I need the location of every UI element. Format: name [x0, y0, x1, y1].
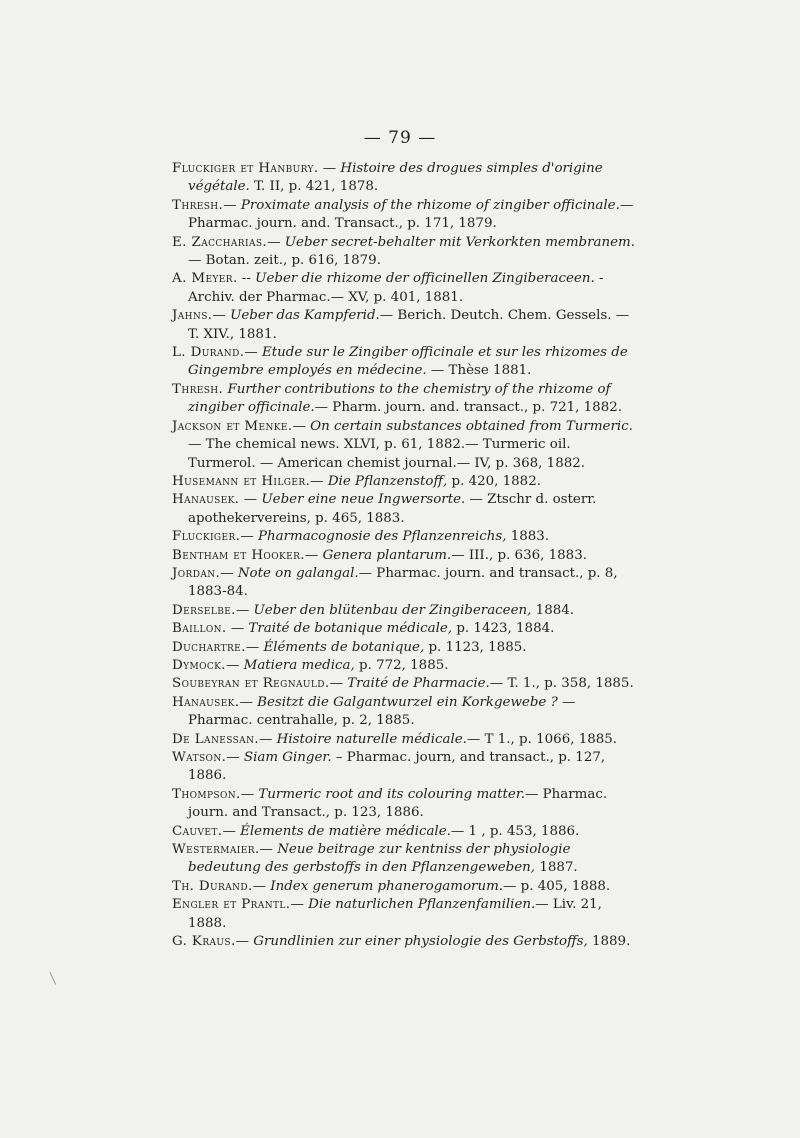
- entry-separator: —: [226, 621, 249, 637]
- entry-details: — T 1., p. 1066, 1885.: [466, 731, 618, 747]
- entry-title: Ueber das Kampferid.: [230, 308, 380, 324]
- entry-details: 1884.: [531, 602, 575, 618]
- entry-title: Die naturlichen Pflanzenfamilien.: [308, 897, 536, 913]
- entry-details: — Berich. Deutch. Chem. Gessels. — T. XIV., 1881.: [188, 308, 630, 342]
- entry-separator: —: [222, 823, 241, 839]
- entry-details: — The chemical news. XLVI, p. 61, 1882.— Turmeric oil. Turmerol. — American chemist journal.— IV, p. 368, 1882.: [188, 437, 586, 471]
- entry-details: — Ztschr d. osterr. apothekervereins, p. 465, 1883.: [188, 492, 597, 526]
- entry-details: T. II, p. 421, 1878.: [249, 179, 379, 195]
- entry-details: — Pharmac. centrahalle, p. 2, 1885.: [188, 694, 576, 729]
- entry-author: G. Kraus.: [172, 934, 236, 950]
- entry-author: L. Durand.: [172, 345, 245, 361]
- bibliography-entry: [172, 491, 642, 528]
- entry-separator: —: [244, 345, 263, 361]
- entry-title: Matiera medica,: [243, 657, 355, 673]
- bibliography-list: [172, 160, 642, 951]
- entry-title: Histoire des drogues simples d'origine végétale.: [188, 161, 603, 195]
- entry-details: — Pharmac. journ. and. Transact., p. 171, 1879.: [188, 197, 634, 232]
- entry-title: Ueber eine neue Ingwersorte.: [261, 492, 466, 508]
- entry-separator: —: [239, 694, 258, 710]
- bibliography-entry: [172, 528, 642, 546]
- entry-author: Westermaier.: [172, 842, 260, 858]
- entry-author: Thresh.: [172, 381, 224, 397]
- entry-separator: —: [259, 731, 277, 747]
- bibliography-entry: [172, 565, 642, 602]
- bibliography-entry: [172, 620, 642, 638]
- entry-author: E. Zaccharias.: [172, 234, 268, 250]
- entry-author: Jahns.: [172, 308, 213, 324]
- entry-title: Proximate analysis of the rhizome of zingiber officinale.: [240, 197, 620, 213]
- bibliography-entry: [172, 197, 642, 234]
- entry-author: Hanausek.: [172, 492, 240, 508]
- bibliography-entry: [172, 270, 642, 307]
- entry-details: p. 420, 1882.: [447, 473, 541, 489]
- entry-title: Pharmacognosie des Pflanzenreichs,: [257, 529, 507, 545]
- bibliography-entry: [172, 933, 642, 951]
- entry-details: — Pharmac. journ. and transact., p. 8, 1883-84.: [188, 565, 618, 600]
- entry-separator: —: [252, 878, 271, 894]
- bibliography-entry: [172, 657, 642, 675]
- entry-author: Jordan.: [172, 565, 221, 581]
- entry-author: Fluckiger.: [172, 529, 241, 545]
- bibliography-entry: [172, 234, 642, 271]
- entry-title: Traité de Pharmacie.: [347, 676, 490, 692]
- entry-separator: —: [235, 602, 254, 618]
- bibliography-entry: [172, 602, 642, 620]
- page-number: — 79 —: [363, 128, 437, 148]
- bibliography-entry: [172, 823, 642, 841]
- entry-separator: —: [212, 308, 231, 324]
- entry-separator: —: [245, 639, 264, 655]
- bibliography-entry: [172, 786, 642, 823]
- bibliography-entry: [172, 547, 642, 565]
- entry-title: Histoire naturelle médicale.: [276, 731, 467, 747]
- bibliography-entry: [172, 841, 642, 878]
- bibliography-entry: [172, 307, 642, 344]
- entry-separator: —: [290, 897, 309, 913]
- entry-details: — Liv. 21, 1888.: [188, 897, 602, 931]
- entry-title: Genera plantarum.: [322, 547, 452, 563]
- entry-title: Note on galangal.: [237, 565, 359, 581]
- entry-author: Hanausek.: [172, 694, 240, 710]
- entry-title: On certain substances obtained from Turmeric.: [310, 418, 633, 434]
- entry-title: Index generum phanerogamorum.: [270, 878, 504, 894]
- bibliography-entry: [172, 473, 642, 491]
- stray-mark: [49, 969, 61, 985]
- entry-title: Grundlinien zur einer physiologie des Gerbstoffs,: [253, 934, 588, 950]
- entry-details: — III., p. 636, 1883.: [451, 547, 587, 563]
- entry-author: Thompson.: [172, 786, 241, 802]
- entry-author: Th. Durand.: [172, 878, 253, 894]
- entry-details: p. 1423, 1884.: [452, 621, 555, 637]
- entry-author: Cauvet.: [172, 823, 223, 839]
- entry-title: Neue beitrage zur kentniss der physiologie bedeutung des gerbstoffs in den Pflanzengeweben,: [188, 842, 571, 876]
- entry-details: — Pharm. journ. and. transact., p. 721, 1882.: [314, 400, 622, 416]
- entry-author: Bentham et Hooker.: [172, 547, 305, 563]
- entry-separator: —: [310, 473, 328, 489]
- entry-separator: —: [220, 565, 238, 581]
- entry-separator: —: [226, 750, 244, 765]
- entry-details: p. 772, 1885.: [354, 657, 449, 673]
- entry-separator: —: [223, 197, 241, 213]
- entry-separator: —: [240, 529, 258, 545]
- entry-details: 1887.: [535, 860, 578, 876]
- entry-title: Traité de botanique médicale,: [248, 621, 453, 637]
- entry-author: Derselbe.: [172, 602, 236, 618]
- bibliography-entry: [172, 731, 642, 749]
- bibliography-entry: [172, 694, 642, 731]
- entry-details: — p. 405, 1888.: [503, 878, 611, 894]
- entry-separator: —: [235, 934, 254, 950]
- entry-author: Duchartre.: [172, 639, 246, 655]
- entry-title: Turmeric root and its colouring matter.: [258, 786, 526, 802]
- entry-title: Besitzt die Galgantwurzel ein Korkgewebe ?: [257, 694, 558, 710]
- entry-author: Husemann et Hilger.: [172, 473, 311, 489]
- entry-author: A. Meyer.: [172, 271, 238, 287]
- entry-title: Élements de matière médicale.: [240, 823, 451, 839]
- entry-details: - Archiv. der Pharmac.— XV, p. 401, 1881.: [188, 271, 604, 305]
- entry-details: 1889.: [587, 934, 631, 950]
- bibliography-entry: [172, 381, 642, 418]
- entry-separator: —: [292, 418, 311, 434]
- entry-title: Ueber den blütenbau der Zingiberaceen,: [253, 602, 532, 618]
- entry-title: Ueber die rhizome der officinellen Zingiberaceen.: [255, 271, 595, 287]
- entry-separator: —: [240, 786, 259, 802]
- entry-separator: --: [237, 271, 256, 287]
- entry-separator: —: [267, 234, 285, 250]
- entry-details: – Pharmac. journ, and transact., p. 127, 1886.: [188, 750, 606, 784]
- entry-title: Die Pflanzenstoff,: [327, 473, 448, 489]
- entry-details: 1883.: [506, 529, 550, 545]
- entry-details: — T. 1., p. 358, 1885.: [489, 676, 634, 692]
- entry-title: Etude sur le Zingiber officinale et sur les rhizomes de Gingembre employés en médecine.: [188, 345, 628, 379]
- entry-author: Watson.: [172, 750, 227, 765]
- bibliography-entry: [172, 160, 642, 197]
- entry-title: Siam Ginger.: [243, 750, 332, 765]
- entry-author: Jackson et Menke.: [172, 418, 293, 434]
- entry-author: Baillon.: [172, 621, 227, 637]
- entry-details: — 1 , p. 453, 1886.: [450, 823, 580, 839]
- entry-author: Dymock.: [172, 657, 226, 673]
- entry-separator: —: [329, 676, 348, 692]
- entry-title: Further contributions to the chemistry of the rhizome of zingiber officinale.: [188, 381, 611, 416]
- bibliography-entry: [172, 344, 642, 381]
- entry-title: Ueber secret-behalter mit Verkorkten membranem.: [284, 234, 636, 250]
- bibliography-entry: [172, 675, 642, 693]
- entry-details: — Thèse 1881.: [426, 363, 532, 379]
- entry-separator: —: [225, 657, 244, 673]
- bibliography-entry: [172, 878, 642, 896]
- entry-author: Fluckiger et Hanbury.: [172, 161, 319, 176]
- entry-separator: —: [318, 161, 341, 176]
- bibliography-entry: [172, 749, 642, 786]
- bibliography-entry: [172, 418, 642, 473]
- bibliography-entry: [172, 896, 642, 933]
- bibliography-entry: [172, 639, 642, 657]
- entry-separator: —: [259, 842, 278, 858]
- entry-author: Engler et Prantl.: [172, 897, 291, 913]
- entry-author: Soubeyran et Regnauld.: [172, 676, 330, 692]
- entry-author: De Lanessan.: [172, 731, 260, 747]
- entry-details: — Botan. zeit., p. 616, 1879.: [188, 253, 381, 269]
- entry-title: Éléments de botanique,: [263, 639, 425, 655]
- entry-separator: —: [239, 492, 262, 508]
- entry-separator: —: [304, 547, 323, 563]
- entry-details: p. 1123, 1885.: [424, 639, 527, 655]
- entry-author: Thresh.: [172, 197, 224, 213]
- entry-details: — Pharmac. journ. and Transact., p. 123, 1886.: [188, 786, 608, 821]
